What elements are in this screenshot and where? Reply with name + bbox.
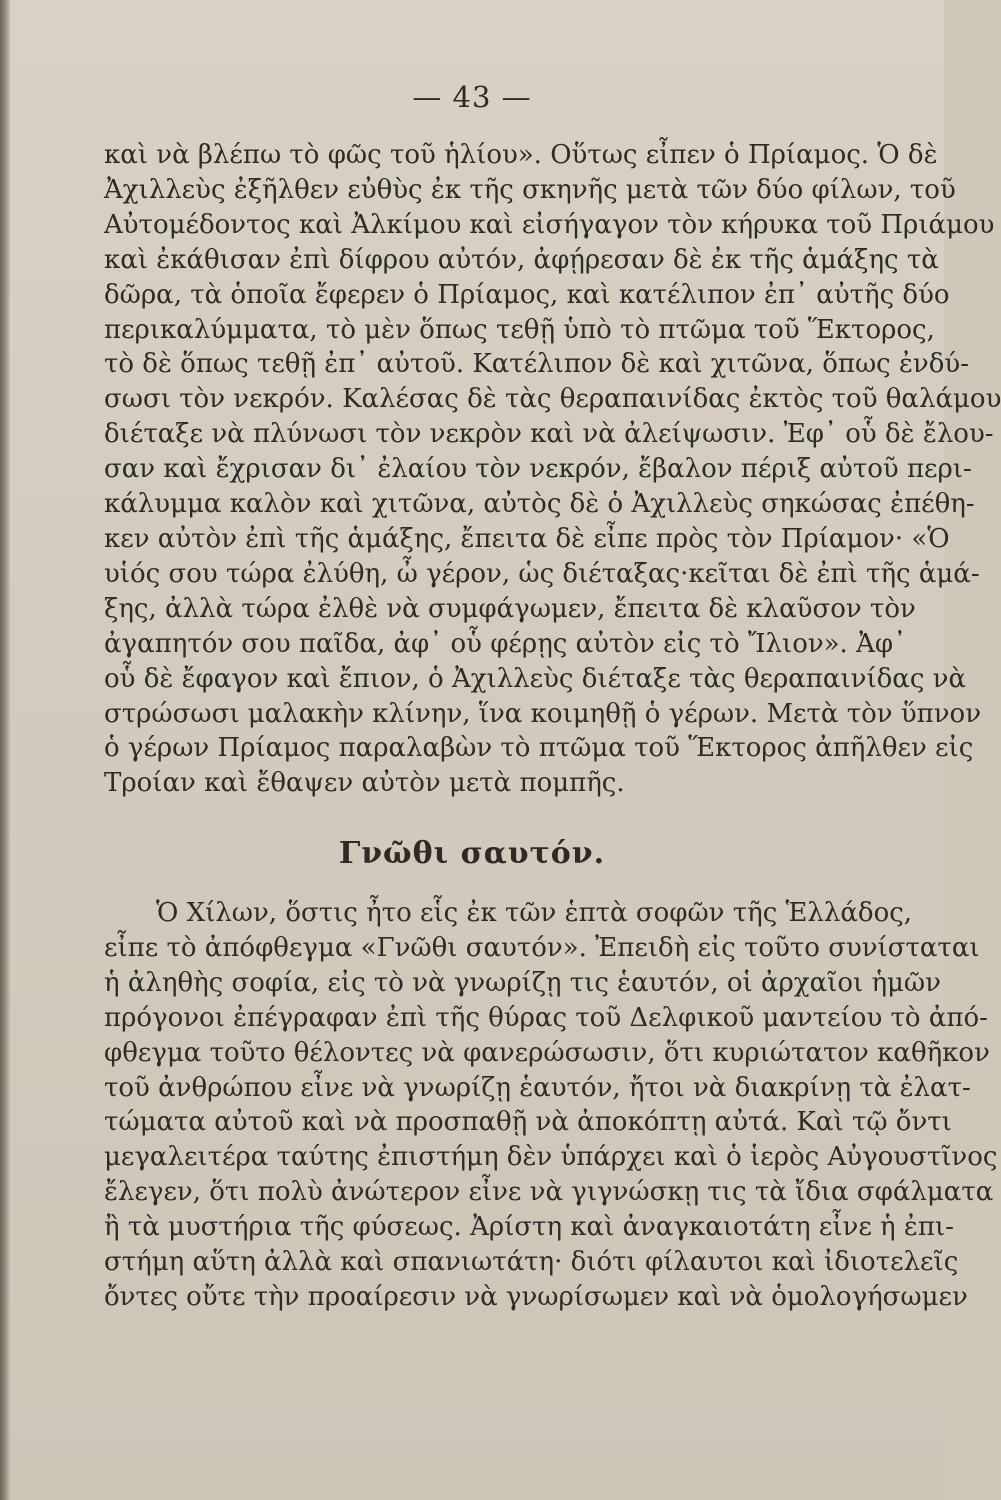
text-line: τώματα αὐτοῦ καὶ νὰ προσπαθῇ νὰ ἀποκόπτῃ αὐτά. Καὶ τῷ ὄντι — [104, 1107, 952, 1138]
text-line: στήμη αὕτη ἀλλὰ καὶ σπανιωτάτη· διότι φίλαυτοι καὶ ἰδιοτελεῖς — [104, 1247, 959, 1278]
page-binding-edge — [0, 0, 10, 1500]
text-line: ἢ τὰ μυστήρια τῆς φύσεως. Ἀρίστη καὶ ἀναγκαιοτάτη εἶνε ἡ ἐπι- — [104, 1212, 954, 1243]
text-line: Ὁ Χίλων, ὅστις ἦτο εἷς ἐκ τῶν ἑπτὰ σοφῶν τῆς Ἑλλάδος, — [156, 898, 913, 928]
text-line: εἶπε τὸ ἀπόφθεγμα «Γνῶθι σαυτόν». Ἐπειδὴ εἰς τοῦτο συνίσταται — [104, 932, 980, 963]
text-line: Αὐτομέδοντος καὶ Ἀλκίμου καὶ εἰσήγαγον τὸν κήρυκα τοῦ Πριάμου — [104, 209, 995, 240]
text-line: διέταξε νὰ πλύνωσι τὸν νεκρὸν καὶ νὰ ἀλείψωσιν. Ἐφ᾽ οὗ δὲ ἔλου- — [104, 419, 994, 450]
page-number: — 43 — — [412, 80, 532, 114]
text-line: ὄντες οὔτε τὴν προαίρεσιν νὰ γνωρίσωμεν καὶ νὰ ὁμολογήσωμεν — [104, 1281, 968, 1312]
text-line: κάλυμμα καλὸν καὶ χιτῶνα, αὐτὸς δὲ ὁ Ἀχιλλεὺς σηκώσας ἐπέθη- — [104, 489, 975, 520]
text-line: στρώσωσι μαλακὴν κλίνην, ἵνα κοιμηθῇ ὁ γέρων. Μετὰ τὸν ὕπνον — [104, 698, 982, 729]
text-line: ὁ γέρων Πρίαμος παραλαβὼν τὸ πτῶμα τοῦ Ἕκτορος ἀπῆλθεν εἰς — [104, 733, 974, 764]
text-line: τὸ δὲ ὅπως τεθῇ ἐπ᾽ αὐτοῦ. Κατέλιπον δὲ καὶ χιτῶνα, ὅπως ἐνδύ- — [104, 349, 969, 380]
text-line: περικαλύμματα, τὸ μὲν ὅπως τεθῇ ὑπὸ τὸ πτῶμα τοῦ Ἕκτορος, — [104, 314, 935, 345]
text-line: σωσι τὸν νεκρόν. Καλέσας δὲ τὰς θεραπαινίδας ἐκτὸς τοῦ θαλάμου — [104, 384, 1001, 415]
text-line: υἱός σου τώρα ἐλύθη, ὦ γέρον, ὡς διέταξας·κεῖται δὲ ἐπὶ τῆς ἁμά- — [104, 558, 980, 589]
text-line: οὗ δὲ ἔφαγον καὶ ἔπιον, ὁ Ἀχιλλεὺς διέταξε τὰς θεραπαινίδας νὰ — [104, 663, 967, 694]
paragraph-priam-achilles — [104, 138, 1001, 801]
text-line: ἀγαπητόν σου παῖδα, ἀφ᾽ οὗ φέρῃς αὐτὸν εἰς τὸ Ἴλιον». Ἀφ᾽ — [104, 628, 907, 659]
text-line: ἡ ἀληθὴς σοφία, εἰς τὸ νὰ γνωρίζῃ τις ἑαυτόν, οἱ ἀρχαῖοι ἡμῶν — [104, 967, 941, 998]
text-line: ξης, ἀλλὰ τώρα ἐλθὲ νὰ συμφάγωμεν, ἔπειτα δὲ κλαῦσον τὸν — [104, 593, 916, 624]
text-line: μεγαλειτέρα ταύτης ἐπιστήμη δὲν ὑπάρχει καὶ ὁ ἱερὸς Αὐγουστῖνος — [104, 1142, 998, 1173]
section-heading: Γνῶθι σαυτόν. — [338, 836, 606, 871]
paragraph-know-thyself — [104, 896, 998, 1315]
text-line: κεν αὐτὸν ἐπὶ τῆς ἁμάξης, ἔπειτα δὲ εἶπε πρὸς τὸν Πρίαμον· «Ὁ — [104, 523, 950, 554]
text-line: τοῦ ἀνθρώπου εἶνε νὰ γνωρίζῃ ἑαυτόν, ἤτοι νὰ διακρίνῃ τὰ ἐλατ- — [104, 1072, 971, 1103]
text-line: πρόγονοι ἐπέγραφαν ἐπὶ τῆς θύρας τοῦ Δελφικοῦ μαντείου τὸ ἀπό- — [104, 1002, 988, 1033]
text-line: Τροίαν καὶ ἔθαψεν αὐτὸν μετὰ πομπῆς. — [104, 768, 625, 799]
text-line: καὶ νὰ βλέπω τὸ φῶς τοῦ ἡλίου». Οὕτως εἶπεν ὁ Πρίαμος. Ὁ δὲ — [104, 140, 938, 170]
text-line: δῶρα, τὰ ὁποῖα ἔφερεν ὁ Πρίαμος, καὶ κατέλιπον ἐπ᾽ αὐτῆς δύο — [104, 279, 950, 310]
text-line: Ἀχιλλεὺς ἐξῆλθεν εὐθὺς ἐκ τῆς σκηνῆς μετὰ τῶν δύο φίλων, τοῦ — [104, 174, 956, 205]
text-line: καὶ ἐκάθισαν ἐπὶ δίφρου αὐτόν, ἀφῄρεσαν δὲ ἐκ τῆς ἁμάξης τὰ — [104, 244, 939, 275]
text-line: φθεγμα τοῦτο θέλοντες νὰ φανερώσωσιν, ὅτι κυριώτατον καθῆκον — [104, 1037, 990, 1068]
text-line: ἔλεγεν, ὅτι πολὺ ἀνώτερον εἶνε νὰ γιγνώσκῃ τις τὰ ἴδια σφάλματα — [104, 1177, 994, 1208]
text-line: σαν καὶ ἔχρισαν δι᾽ ἐλαίου τὸν νεκρόν, ἔβαλον πέριξ αὐτοῦ περι- — [104, 454, 972, 485]
